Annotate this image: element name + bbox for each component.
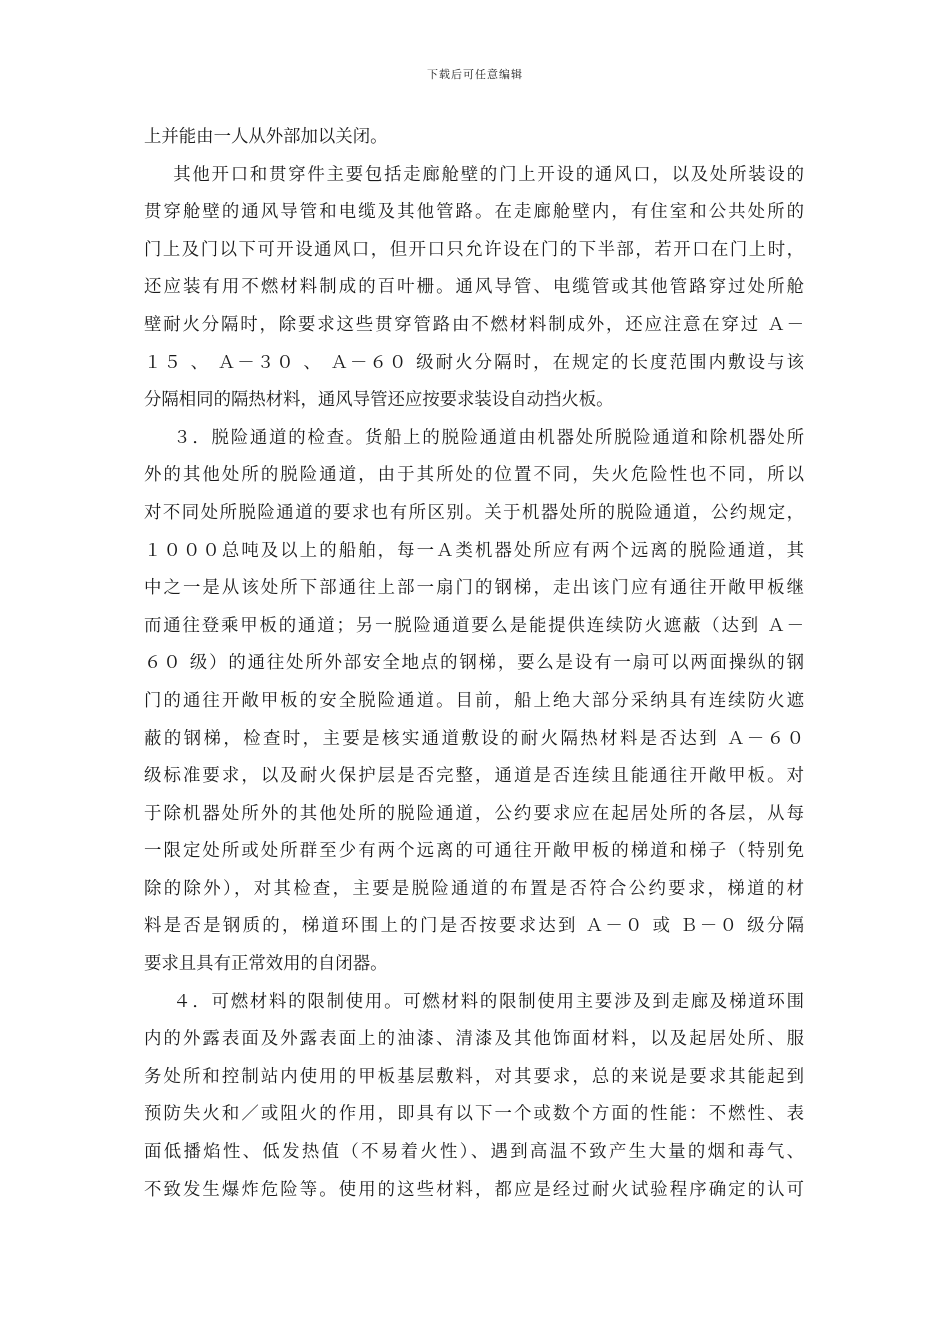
text-line: 务处所和控制站内使用的甲板基层敷料，对其要求，总的来说是要求其能起到: [144, 1066, 804, 1087]
text-line: 内的外露表面及外露表面上的油漆、清漆及其他饰面材料，以及起居处所、服: [144, 1029, 804, 1050]
text-line: 上并能由一人从外部加以关闭。: [144, 127, 388, 147]
text-line: 外的其他处所的脱险通道，由于其所处的位置不同，失火危险性也不同，所以: [144, 465, 804, 486]
text-line: 要求且具有正常效用的自闭器。: [144, 954, 388, 975]
text-line: 而通往登乘甲板的通道；另一脱险通道要么是能提供连续防火遮蔽（达到 Ａ－: [144, 615, 804, 636]
text-line: 蔽的钢梯，检查时，主要是核实通道敷设的耐火隔热材料是否达到 Ａ－６０: [144, 728, 804, 749]
text-line: ６０ 级）的通往处所外部安全地点的钢梯，要么是设有一扇可以两面操纵的钢: [144, 653, 804, 674]
text-line: 还应装有用不燃材料制成的百叶栅。通风导管、电缆管或其他管路穿过处所舱: [144, 277, 804, 298]
text-line: 门的通往开敞甲板的安全脱险通道。目前，船上绝大部分采纳具有连续防火遮: [144, 690, 804, 711]
text-line: 分隔相同的隔热材料，通风导管还应按要求装设自动挡火板。: [144, 390, 614, 411]
text-line: 中之一是从该处所下部通往上部一扇门的钢梯，走出该门应有通往开敞甲板继: [144, 578, 804, 599]
text-line: 除的除外），对其检查，主要是脱险通道的布置是否符合公约要求，梯道的材: [144, 878, 804, 899]
text-line: 面低播焰性、低发热值（不易着火性）、遇到高温不致产生大量的烟和毒气、: [144, 1142, 804, 1163]
text-line: 门上及门以下可开设通风口，但开口只允许设在门的下半部，若开口在门上时，: [144, 239, 804, 260]
page-header-note: 下载后可任意编辑: [427, 68, 523, 81]
text-line: 对不同处所脱险通道的要求也有所区别。关于机器处所的脱险通道，公约规定，: [144, 502, 804, 523]
text-line: 级标准要求，以及耐火保护层是否完整，通道是否连续且能通往开敞甲板。对: [144, 766, 804, 787]
text-line: 贯穿舱壁的通风导管和电缆及其他管路。在走廊舱壁内，有住室和公共处所的: [144, 202, 804, 223]
text-line: 其他开口和贯穿件主要包括走廊舱壁的门上开设的通风口，以及处所装设的: [144, 164, 804, 185]
text-line: 不致发生爆炸危险等。使用的这些材料，都应是经过耐火试验程序确定的认可: [144, 1179, 804, 1200]
text-line: ４．可燃材料的限制使用。可燃材料的限制使用主要涉及到走廊及梯道环围: [144, 991, 804, 1012]
document-body: [144, 119, 804, 1209]
text-line: 壁耐火分隔时，除要求这些贯穿管路由不燃材料制成外，还应注意在穿过 Ａ－: [144, 314, 804, 335]
text-line: １５ 、 Ａ－３０ 、 Ａ－６０ 级耐火分隔时，在规定的长度范围内敷设与该: [144, 352, 804, 373]
text-line: 预防失火和／或阻火的作用，即具有以下一个或数个方面的性能：不燃性、表: [144, 1104, 804, 1125]
text-line: 料是否是钢质的，梯道环围上的门是否按要求达到 Ａ－０ 或 Ｂ－０ 级分隔: [144, 916, 804, 937]
text-line: 于除机器处所外的其他处所的脱险通道，公约要求应在起居处所的各层，从每: [144, 803, 804, 824]
text-line: １０００总吨及以上的船舶，每一Ａ类机器处所应有两个远离的脱险通道，其: [144, 540, 804, 561]
text-line: ３．脱险通道的检查。货船上的脱险通道由机器处所脱险通道和除机器处所: [144, 427, 804, 448]
text-line: 一限定处所或处所群至少有两个远离的可通往开敞甲板的梯道和梯子（特别免: [144, 841, 804, 862]
